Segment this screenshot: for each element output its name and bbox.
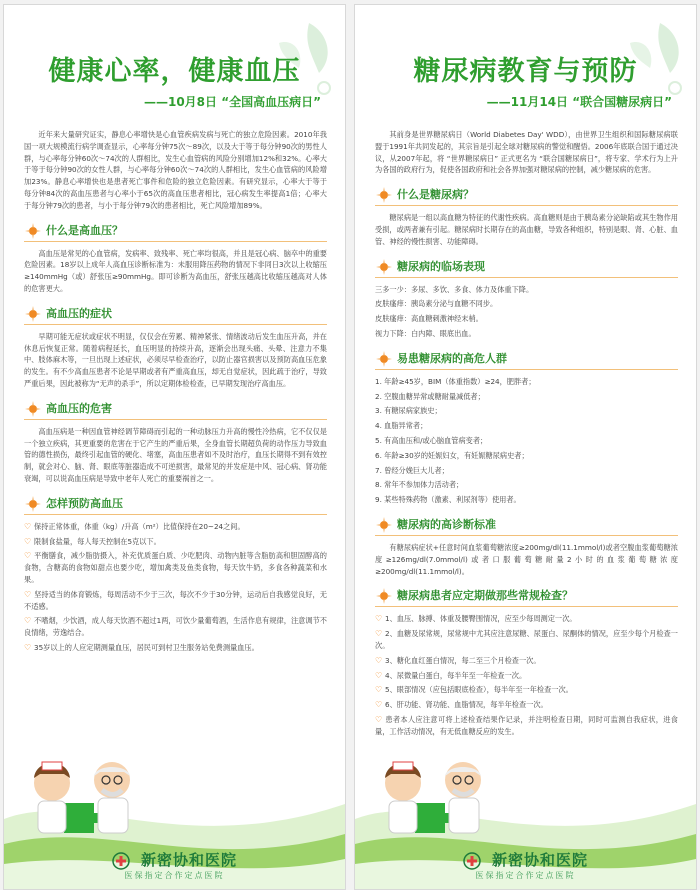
checkups-list (375, 613, 678, 737)
heart-bullet-icon: ♡ (375, 655, 383, 665)
section-heading-text: 易患糖尿病的高危人群 (397, 351, 507, 365)
prevention-tips-list (24, 521, 327, 654)
orange-burst-icon (375, 587, 393, 605)
heart-bullet-icon: ♡ (375, 714, 383, 724)
section-heading-regular-checkups (375, 585, 678, 607)
hypertension-poster (3, 4, 346, 890)
symptoms-list (375, 284, 678, 340)
list-item: 6. 年龄≥30岁的妊娠妇女，有妊娠糖尿病史者； (375, 450, 529, 460)
orange-burst-icon (375, 258, 393, 276)
section-heading-text: 高血压的危害 (46, 401, 112, 415)
intro-paragraph: 近年来大量研究证实，静息心率增快是心血管疾病发病与死亡的独立危险因素。2010年我国一项大规模流行病学调查显示，心率每分钟75次～89次，以及大于等于每分钟90次的男性人群，与心率每分钟60次～74次的人群相比，发生心血管病的风险分别增加12%和32%。心率大于等于每分钟90次的女性人群，与心率每分钟60次～74次的人群相比，发生心血管病的风险增加23%。静息心率增快也是患者死亡事件和危险的独立危险因素。有研究显示，心率大于等于每分钟84次的高血压患者与心率小于65次的高血压患者相比，冠心病发生率提高1倍；心率大于每分钟79次的患者，与小于每分钟79次的患者相比，死亡风险增加89%。 (24, 130, 327, 210)
list-item: ♡ 6、肝功能、肾功能、血脂情况，每半年检查一次。 (375, 700, 548, 710)
list-item: 8. 常年不参加体力活动者； (375, 480, 464, 490)
list-item: 4. 血脂异常者； (375, 421, 428, 431)
section-heading-text: 高血压的症状 (46, 306, 112, 320)
list-item: ♡ 1、血压、脉搏、体重及腰臀围情况，应至少每周测定一次。 (375, 614, 577, 624)
list-item: ♡ 患者本人应注意可将上述检查结果作记录，并注明检查日期，同时可监测自我症状，进食量，工作活动情况，有无低血糖反应的发生。 (375, 714, 678, 736)
poster-subtitle: ——11月14日 “联合国糖尿病日” (486, 95, 672, 109)
hospital-logo-icon (463, 852, 481, 870)
list-item: 皮肤瘙痒：胰岛素分泌与血糖不同步。 (375, 299, 498, 309)
hospital-name: 新密协和医院 (141, 851, 238, 869)
hospital-slogan: 医保指定合作定点医院 (475, 871, 576, 880)
doctor-nurse-mascot-illustration (375, 748, 495, 853)
list-item: 3. 有糖尿病家族史； (375, 406, 442, 416)
list-item: ♡ 2、血糖及尿常规，尿常规中尤其应注意尿糖、尿蛋白、尿酮体的情况，应至少每个月检查一次。 (375, 629, 678, 650)
section-heading-text: 什么是糖尿病？ (397, 188, 474, 202)
hospital-slogan: 医保指定合作定点医院 (124, 871, 225, 880)
poster-content (375, 129, 678, 741)
list-item: 1. 年龄≥45岁，BIM（体重指数）≥24，肥胖者； (375, 376, 536, 386)
section-heading-harm (24, 398, 327, 420)
list-item: 9. 某些特殊药物（激素、利尿剂等）使用者。 (375, 495, 521, 505)
section-paragraph: 早期可能无症状或症状不明显，仅仅会在劳累、精神紧张、情绪波动后发生血压升高，并在休息后恢复正常。随着病程延长，血压明显的持续升高，逐渐会出现头痛、头晕、注意力不集中、肢体麻木等，一旦出现上述症状，必须尽早检查治疗，以防止器官损害以及预防高血压危象的发生。有不少高血压患者不论是早期或者有严重高血压，却无自觉症状，因此疏于治疗，导致严重后果，因此被称为“无声的杀手”，所以定期体检检查，已早期发现治疗高血压。 (24, 331, 327, 388)
orange-burst-icon (24, 400, 42, 418)
section-heading-text: 糖尿病患者应定期做那些常规检查？ (397, 589, 573, 603)
list-item: ♡ 3、糖化血红蛋白情况，每二至三个月检查一次。 (375, 655, 541, 665)
list-item: ♡ 保持正常体重，体重（kg）/升高（m²）比值保持在20~24之间。 (24, 521, 245, 531)
doctor-nurse-mascot-illustration (24, 748, 144, 853)
section-heading-what-is-diabetes (375, 184, 678, 206)
diagnosis-paragraph: 有糖尿病症状+任意时间血浆葡萄糖浓度≥200mg/dl(11.1mmol/l)或者空腹血浆葡萄糖浓度≥126mg/dl(7.0mmol/l)或者口服葡萄糖耐量2小时的血浆葡萄糖浓度≥200mg/dl(11.1mmol/l)。 (375, 542, 678, 576)
list-item: ♡ 平衡膳食，减少脂肪摄入，补充优质蛋白质、少吃肥肉、动物内脏等含脂肪高和胆固醇高的食物，含糖高的食物如甜点也要少吃，增加禽类及鱼类食物，每天饮牛奶，多食各种蔬菜和水果。 (24, 551, 327, 584)
section-heading-prevention (24, 493, 327, 515)
risk-groups-list (375, 376, 678, 506)
heart-bullet-icon: ♡ (24, 536, 32, 546)
poster-title: 健康心率，健康血压 (48, 56, 301, 87)
section-heading-clinical-manifestations (375, 256, 678, 278)
heart-bullet-icon: ♡ (24, 521, 32, 531)
heart-bullet-icon: ♡ (24, 551, 32, 561)
section-heading-high-risk-groups (375, 348, 678, 370)
list-item: 皮肤瘙痒：高血糖刺激神经末梢。 (375, 314, 483, 324)
poster-subtitle: ——10月8日 “全国高血压病日” (143, 95, 321, 109)
section-paragraph: 糖尿病是一组以高血糖为特征的代谢性疾病。高血糖则是由于胰岛素分泌缺陷或其生物作用受损，或两者兼有引起。糖尿病时长期存在的高血糖，导致各种组织，特别是眼、肾、心脏、血管、神经的慢性损害、功能障碍。 (375, 213, 678, 246)
orange-burst-icon (24, 305, 42, 323)
heart-bullet-icon: ♡ (375, 685, 383, 695)
hospital-logo-icon (112, 852, 130, 870)
section-heading-text: 糖尿病的高诊断标准 (397, 517, 496, 531)
heart-bullet-icon: ♡ (375, 670, 383, 680)
orange-burst-icon (375, 186, 393, 204)
section-heading-text: 什么是高血压？ (46, 223, 123, 237)
list-item: ♡ 坚持适当的体育锻炼，每周活动不少于三次，每次不少于30分钟，运动后自我感觉良好，无不适感。 (24, 589, 327, 611)
heart-bullet-icon: ♡ (24, 642, 32, 652)
section-paragraph: 高血压是常见的心血管病，发病率、致残率、死亡率均很高，并且是冠心病、脑卒中的重要危险因素。18岁以上成年人高血压诊断标准为：未服用降压药物的情况下非同日3次以上收缩压≥140mmHg（或）舒张压≥90mmHg。即可诊断为高血压，舒张压越高比收缩压越高对人体的危害更大。 (24, 248, 327, 293)
hospital-brand (355, 849, 696, 881)
list-item: ♡ 限制食盐量，每人每天控制在5克以下。 (24, 536, 161, 546)
poster-title: 糖尿病教育与预防 (413, 56, 638, 87)
orange-burst-icon (375, 516, 393, 534)
heart-bullet-icon: ♡ (375, 700, 383, 710)
list-item: ♡ 不嗜烟，少饮酒，成人每天饮酒不超过1两，可饮少量葡萄酒，生活作息有规律，注意调节不良情绪，劳逸结合。 (24, 616, 327, 638)
orange-burst-icon (24, 222, 42, 240)
heart-bullet-icon: ♡ (24, 589, 32, 599)
list-item: 2. 空腹血糖异常或糖耐量减低者； (375, 391, 485, 401)
list-item: ♡ 4、尿微量白蛋白，每半年至一年检查一次。 (375, 670, 527, 680)
diabetes-poster (354, 4, 697, 890)
heart-bullet-icon: ♡ (24, 616, 32, 626)
intro-paragraph: 其前身是世界糖尿病日（World Diabetes Day' WDD），由世界卫生组织和国际糖尿病联盟于1991年共同发起的，其宗旨是引起全球对糖尿病的警觉和醒悟。2006年底联合国于通过决议，从2007年起，将 “世界糖尿病日” 正式更名为 “联合国糖尿病日”，将专家、学术行为上升为各国的政府行为，促使各国政府和社会各界加强对糖尿病的控制，减少糖尿病的危害。 (375, 130, 678, 175)
list-item: 视力下降：白内障、眼底出血。 (375, 328, 476, 338)
poster-content (24, 129, 327, 657)
section-paragraph: 高血压病是一种因血管神经调节障碍而引起的一种动脉压力升高的慢性冷热病，它不仅仅是一个独立疾病，其更重要的危害在于它产生的严重后果，全身血管长期超负荷的动作压力导致血管的德性损伤，最终引起血管的硬化、堵塞，高血压患者如不及时治疗，血压长期得不到有效控制，就会对心、脑、肾、眼底等脏器造成不可逆损害，最常见的并发症是中风、冠心病、肾功能衰竭，可以说高血压病是导致中老年人死亡的重要祸首之一。 (24, 426, 327, 483)
list-item: ♡ 35岁以上的人应定期测量血压，居民可到村卫生服务站免费测量血压。 (24, 642, 259, 652)
section-heading-what-is-hypertension (24, 220, 327, 242)
section-heading-symptoms (24, 303, 327, 325)
orange-burst-icon (375, 350, 393, 368)
heart-bullet-icon: ♡ (375, 614, 383, 624)
list-item: 5. 有高血压和/或心脑血管病变者； (375, 435, 488, 445)
hospital-name: 新密协和医院 (492, 851, 589, 869)
section-heading-diagnosis-criteria (375, 514, 678, 536)
list-item: ♡ 5、眼部情况（应包括眼底检查），每半年至一年检查一次。 (375, 685, 573, 695)
section-heading-text: 糖尿病的临场表现 (397, 259, 485, 273)
list-item: 7. 曾经分娩巨大儿者； (375, 465, 449, 475)
orange-burst-icon (24, 495, 42, 513)
section-heading-text: 怎样预防高血压 (46, 496, 123, 510)
list-item: 三多一少：多尿、多饮、多食、体力及体重下降。 (375, 284, 534, 294)
heart-bullet-icon: ♡ (375, 629, 383, 639)
hospital-brand (4, 849, 345, 881)
